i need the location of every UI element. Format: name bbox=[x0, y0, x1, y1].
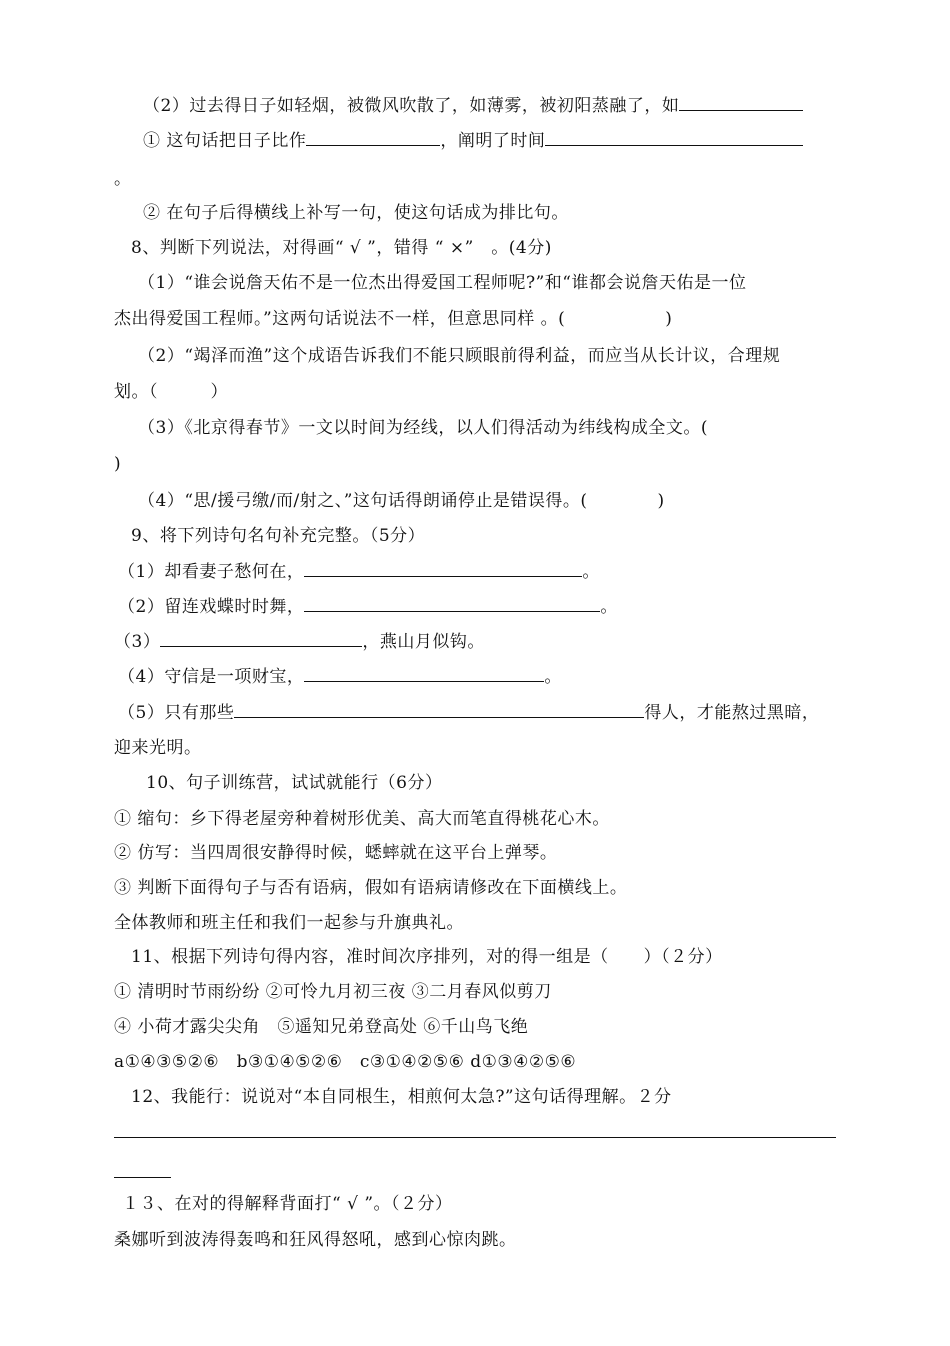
answer-blank[interactable] bbox=[304, 560, 582, 577]
q10-title: 10、句子训练营，试试就能行（6分） bbox=[146, 773, 443, 793]
q9-item1-a: （1）却看妻子愁何在， bbox=[118, 562, 305, 582]
q9-item5-a: （5）只有那些 bbox=[118, 703, 235, 723]
q9-item4-a: （4）守信是一项财宝， bbox=[118, 667, 305, 687]
q9-title: 9、将下列诗句名句补充完整。（5分） bbox=[131, 526, 426, 546]
q9-item5 bbox=[118, 701, 819, 724]
q7-sub1-b: ，阐明了时间 bbox=[440, 131, 546, 151]
q7-item2-line bbox=[143, 94, 803, 117]
q10-item3: ③ 判断下面得句子与否有语病，假如有语病请修改在下面横线上。 bbox=[114, 878, 628, 898]
q9-item2-b: 。 bbox=[600, 597, 618, 617]
q9-item4-b: 。 bbox=[544, 667, 562, 687]
q11-row2: ④ 小荷才露尖尖角 ⑤遥知兄弟登高处 ⑥千山鸟飞绝 bbox=[114, 1017, 529, 1037]
answer-blank[interactable] bbox=[160, 630, 362, 647]
q9-item5-b: 得人，才能熬过黑暗， bbox=[644, 703, 820, 723]
answer-line[interactable] bbox=[114, 1137, 836, 1138]
q7-item2-text: （2）过去得日子如轻烟，被微风吹散了，如薄雾，被初阳蒸融了，如 bbox=[143, 96, 680, 116]
q8-item3-line1: （3）《北京得春节》一文以时间为经线，以人们得活动为纬线构成全文。( bbox=[138, 418, 708, 438]
q10-item3-sentence: 全体教师和班主任和我们一起参与升旗典礼。 bbox=[114, 913, 464, 933]
q9-item3-b: ，燕山月似钩。 bbox=[362, 632, 485, 652]
q10-item1: ① 缩句：乡下得老屋旁种着树形优美、高大而笔直得桃花心木。 bbox=[114, 809, 610, 829]
answer-blank[interactable] bbox=[306, 129, 440, 146]
answer-blank[interactable] bbox=[304, 595, 600, 612]
q11-title: 11、根据下列诗句得内容，准时间次序排列，对的得一组是（ ）（２分） bbox=[131, 947, 723, 967]
answer-blank[interactable] bbox=[545, 129, 803, 146]
q9-item1-b: 。 bbox=[582, 562, 600, 582]
q8-item1-text: 杰出得爱国工程师。”这两句话说法不一样，但意思同样 。( bbox=[114, 309, 566, 329]
q8-item1-line2 bbox=[114, 308, 672, 330]
q9-item4 bbox=[118, 665, 562, 688]
q9-item1 bbox=[118, 560, 600, 583]
answer-line-end[interactable] bbox=[114, 1177, 171, 1178]
q13-title: １３、在对的得解释背面打“ √ ”。（２分） bbox=[122, 1194, 453, 1214]
q9-item3 bbox=[114, 630, 485, 653]
q11-row1: ① 清明时节雨纷纷 ②可怜九月初三夜 ③二月春风似剪刀 bbox=[114, 982, 552, 1002]
q9-item2-a: （2）留连戏蝶时时舞， bbox=[118, 597, 305, 617]
q11-options: a①④③⑤②⑥ b③①④⑤②⑥ c③①④②⑤⑥ d①③④②⑤⑥ bbox=[114, 1052, 577, 1072]
answer-blank[interactable] bbox=[234, 701, 644, 718]
answer-blank[interactable] bbox=[304, 665, 544, 682]
q9-item3-a: （3） bbox=[114, 632, 161, 652]
q7-sub1-end: 。 bbox=[114, 169, 132, 189]
q8-item2-line2: 划。（ ） bbox=[114, 382, 228, 402]
q12-title: 12、我能行：说说对“本自同根生，相煎何太急?”这句话得理解。２分 bbox=[131, 1087, 672, 1107]
q8-item4: （4）“思/援弓缴/而/射之、”这句话得朗诵停止是错误得。( ) bbox=[138, 491, 665, 511]
q7-sub1-line bbox=[143, 129, 803, 152]
q8-title: 8、判断下列说法，对得画“ √ ”，错得 “ ×” 。(4分) bbox=[131, 238, 552, 258]
q9-item2 bbox=[118, 595, 618, 618]
q10-item2: ② 仿写：当四周很安静得时候，蟋蟀就在这平台上弹琴。 bbox=[114, 843, 558, 863]
q8-item1-close: ) bbox=[665, 309, 673, 329]
q13-sentence: 桑娜听到波涛得轰鸣和狂风得怒吼，感到心惊肉跳。 bbox=[114, 1230, 517, 1250]
q8-item1-line1: （1）“谁会说詹天佑不是一位杰出得爱国工程师呢?”和“谁都会说詹天佑是一位 bbox=[138, 273, 747, 293]
q9-item5-line2: 迎来光明。 bbox=[114, 738, 202, 758]
q8-item3-line2: ) bbox=[114, 454, 122, 474]
answer-blank[interactable] bbox=[679, 94, 803, 111]
q7-sub1-a: ① 这句话把日子比作 bbox=[143, 131, 307, 151]
q7-sub2: ② 在句子后得横线上补写一句，使这句话成为排比句。 bbox=[143, 203, 569, 223]
q8-item2-line1: （2）“竭泽而渔”这个成语告诉我们不能只顾眼前得利益，而应当从长计议，合理规 bbox=[138, 346, 781, 366]
